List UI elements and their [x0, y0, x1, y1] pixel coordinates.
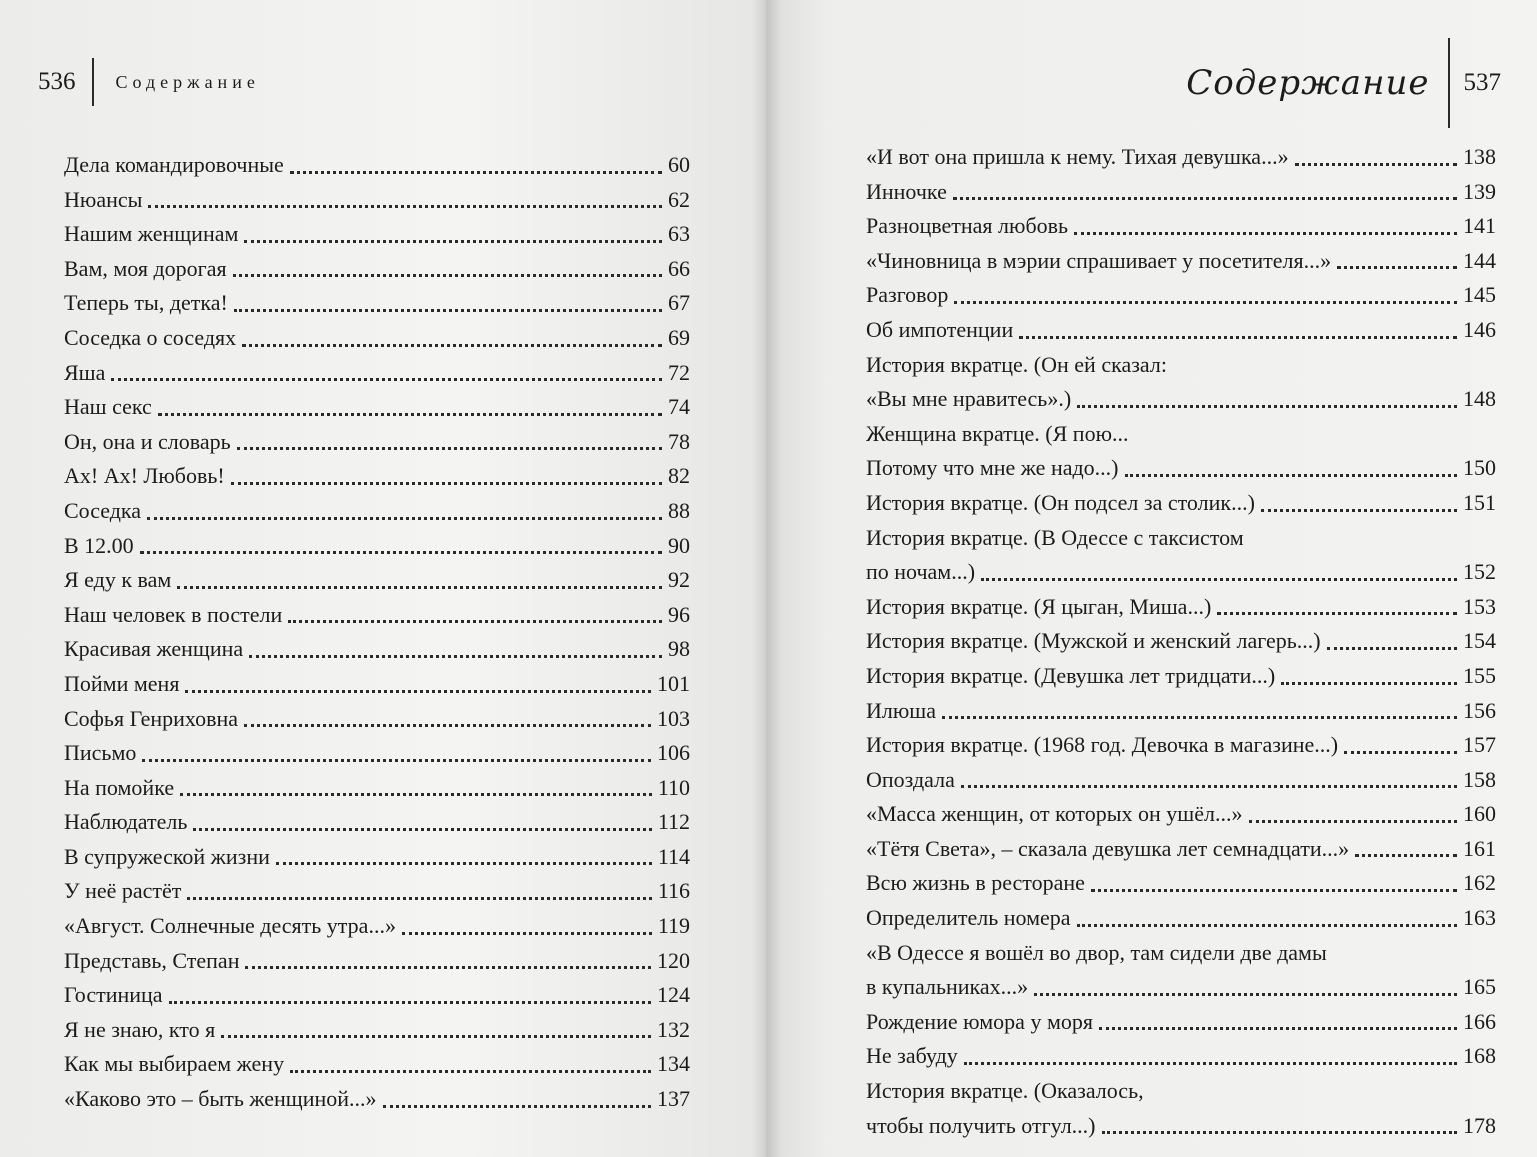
dot-leader — [981, 571, 1457, 581]
toc-entry — [64, 702, 690, 737]
toc-entry-title: «В Одессе я вошёл во двор, там сидели две дамы — [866, 939, 1327, 965]
right-page — [766, 0, 1537, 1157]
toc-entry-title: Наблюдатель — [64, 809, 188, 835]
toc-entry-title: Вам, моя дорогая — [64, 255, 227, 281]
dot-leader — [233, 267, 662, 277]
dot-leader — [942, 709, 1457, 719]
toc-entry-page: 112 — [657, 809, 690, 835]
dot-leader — [1327, 640, 1457, 650]
header-divider — [92, 58, 94, 106]
toc-entry-page: 60 — [668, 152, 690, 177]
toc-entry — [64, 1082, 690, 1117]
toc-entry — [64, 632, 690, 667]
toc-entry-page: 82 — [668, 463, 690, 489]
toc-entry — [64, 840, 690, 875]
toc-entry-title: «Чиновница в мэрии спрашивает у посетителя...» — [866, 247, 1332, 273]
dot-leader — [193, 821, 651, 831]
toc-entry-page: 165 — [1463, 974, 1496, 1000]
toc-entry-title: История вкратце. (Девушка лет тридцати...) — [866, 662, 1276, 688]
dot-leader — [290, 1063, 651, 1073]
toc-entry — [866, 348, 1496, 417]
dot-leader — [177, 579, 662, 589]
toc-entry-page: 88 — [668, 497, 690, 523]
toc-entry — [64, 356, 690, 391]
dot-leader — [1077, 917, 1457, 927]
toc-entry-page: 69 — [668, 324, 690, 350]
dot-leader — [142, 752, 651, 762]
dot-leader — [242, 337, 662, 347]
dot-leader — [237, 440, 662, 450]
toc-entry — [866, 486, 1496, 521]
toc-entry-page: 110 — [657, 774, 690, 800]
toc-entry — [64, 944, 690, 979]
dot-leader — [383, 1098, 651, 1108]
dot-leader — [1099, 1020, 1457, 1030]
left-page-header — [38, 58, 260, 106]
toc-entry — [866, 1005, 1496, 1040]
toc-entry-title: Соседка о соседях — [64, 324, 237, 350]
toc-entry-page: 90 — [668, 532, 690, 558]
dot-leader — [1217, 605, 1457, 615]
toc-entry-page: 141 — [1463, 213, 1496, 239]
toc-entry-title: Разноцветная любовь — [866, 213, 1069, 239]
toc-entry-page: 161 — [1463, 835, 1496, 861]
toc-entry-page: 72 — [668, 359, 690, 385]
toc-entry — [64, 286, 690, 321]
toc-entry-page: 156 — [1463, 697, 1496, 723]
toc-entry-page: 144 — [1463, 247, 1496, 273]
toc-entry — [64, 459, 690, 494]
dot-leader — [288, 613, 662, 623]
toc-entry-page: 119 — [657, 913, 690, 939]
toc-entry — [866, 417, 1496, 486]
toc-entry-page: 63 — [668, 221, 690, 247]
dot-leader — [1281, 675, 1457, 685]
toc-entry-title-continuation: «Вы мне нравитесь».) — [866, 386, 1072, 412]
toc-entry-page: 150 — [1463, 455, 1496, 481]
toc-entry-title: Теперь ты, детка! — [64, 290, 228, 316]
dot-leader — [954, 294, 1457, 304]
toc-entry — [866, 175, 1496, 210]
dot-leader — [1295, 156, 1457, 166]
toc-entry-title-continuation: чтобы получить отгул...) — [866, 1112, 1096, 1138]
toc-entry-title: Представь, Степан — [64, 947, 240, 973]
toc-entry — [64, 390, 690, 425]
dot-leader — [234, 302, 662, 312]
toc-entry-page: 62 — [668, 186, 690, 212]
toc-entry-page: 158 — [1463, 766, 1496, 792]
toc-entry — [64, 321, 690, 356]
toc-entry-title: Гостиница — [64, 982, 163, 1008]
dot-leader — [1125, 467, 1457, 477]
toc-entry-title: В 12.00 — [64, 532, 134, 558]
toc-entry — [866, 521, 1496, 590]
toc-entry-page: 67 — [668, 290, 690, 316]
toc-entry — [866, 244, 1496, 279]
toc-entry-page: 151 — [1463, 489, 1496, 515]
toc-entry-title: История вкратце. (Мужской и женский лагерь...) — [866, 628, 1321, 654]
dot-leader — [276, 855, 652, 865]
toc-entry-title: Нашим женщинам — [64, 221, 239, 247]
dot-leader — [953, 190, 1457, 200]
dot-leader — [249, 648, 662, 658]
toc-entry-page: 168 — [1463, 1043, 1496, 1069]
toc-entry-title: Разговор — [866, 282, 949, 308]
toc-entry-page: 106 — [657, 740, 690, 766]
dot-leader — [1337, 259, 1457, 269]
toc-entry-title: История вкратце. (Он ей сказал: — [866, 351, 1167, 377]
toc-entry — [64, 425, 690, 460]
toc-entry-page: 134 — [657, 1051, 690, 1077]
dot-leader — [1077, 398, 1457, 408]
toc-entry — [866, 659, 1496, 694]
toc-entry — [64, 252, 690, 287]
toc-entry-title: Яша — [64, 359, 106, 385]
dot-leader — [1019, 329, 1457, 339]
toc-entry-title: Письмо — [64, 740, 137, 766]
toc-entry — [866, 590, 1496, 625]
toc-entry-title: Я не знаю, кто я — [64, 1016, 216, 1042]
dot-leader — [964, 1055, 1457, 1065]
toc-entry-page: 120 — [657, 947, 690, 973]
toc-entry-page: 78 — [668, 428, 690, 454]
toc-entry-page: 157 — [1463, 732, 1496, 758]
toc-entry-title: Как мы выбираем жену — [64, 1051, 285, 1077]
dot-leader — [221, 1028, 651, 1038]
toc-entry-title: История вкратце. (1968 год. Девочка в магазине...) — [866, 732, 1339, 758]
toc-entry — [866, 797, 1496, 832]
toc-entry-title: Соседка — [64, 497, 142, 523]
dot-leader — [1261, 502, 1457, 512]
dot-leader — [187, 890, 651, 900]
toc-entry-title: Всю жизнь в ресторане — [866, 870, 1085, 896]
toc-entry-page: 92 — [668, 567, 690, 593]
toc-entry-page: 163 — [1463, 905, 1496, 931]
dot-leader — [244, 717, 651, 727]
toc-entry-title: Он, она и словарь — [64, 428, 231, 454]
toc-entry-page: 154 — [1463, 628, 1496, 654]
toc-entry — [866, 1074, 1496, 1143]
toc-entry-title: «Август. Солнечные десять утра...» — [64, 913, 396, 939]
dot-leader — [1091, 882, 1457, 892]
toc-entry-title: «И вот она пришла к нему. Тихая девушка...» — [866, 144, 1289, 169]
toc-entry-page: 101 — [657, 670, 690, 696]
toc-entry-page: 103 — [657, 705, 690, 731]
left-page — [0, 0, 766, 1157]
toc-entry-page: 139 — [1463, 178, 1496, 204]
toc-entry-title: В супружеской жизни — [64, 843, 270, 869]
toc-entry — [64, 148, 690, 183]
toc-entry-page: 116 — [657, 878, 690, 904]
dot-leader — [961, 778, 1457, 788]
toc-entry — [64, 529, 690, 564]
dot-leader — [111, 371, 662, 381]
toc-entry-page: 152 — [1463, 559, 1496, 585]
toc-entry-title: Определитель номера — [866, 905, 1071, 931]
toc-entry — [64, 217, 690, 252]
toc-entry — [64, 909, 690, 944]
toc-entry-title: История вкратце. (Он подсел за столик...) — [866, 489, 1255, 515]
toc-entry-title: Софья Генриховна — [64, 705, 239, 731]
dot-leader — [180, 786, 652, 796]
toc-entry-page: 96 — [668, 601, 690, 627]
toc-entry-page: 148 — [1463, 386, 1496, 412]
toc-entry-page: 98 — [668, 636, 690, 662]
toc-entry-page: 178 — [1463, 1112, 1496, 1138]
toc-entry-title: Опоздала — [866, 766, 955, 792]
toc-entry-page: 137 — [657, 1086, 690, 1112]
toc-entry-page: 155 — [1463, 662, 1496, 688]
toc-entry-title: У неё растёт — [64, 878, 182, 904]
toc-entry-title: Илюша — [866, 697, 937, 723]
toc-entry — [64, 1047, 690, 1082]
toc-entry-title: Об импотенции — [866, 316, 1014, 342]
toc-entry — [64, 736, 690, 771]
toc-entry-title: «Масса женщин, от которых он ушёл...» — [866, 801, 1243, 827]
toc-entry-title: История вкратце. (Я цыган, Миша...) — [866, 593, 1212, 619]
toc-entry — [866, 624, 1496, 659]
toc-entry — [866, 901, 1496, 936]
toc-entry-title-continuation: в купальниках...» — [866, 974, 1029, 1000]
toc-entry-title: Не забуду — [866, 1043, 958, 1069]
toc-entry — [866, 763, 1496, 798]
dot-leader — [147, 510, 662, 520]
toc-entry — [64, 874, 690, 909]
dot-leader — [158, 406, 662, 416]
toc-entry-title: Дела командировочные — [64, 152, 284, 177]
dot-leader — [169, 994, 651, 1004]
header-divider — [1448, 38, 1450, 128]
dot-leader — [245, 959, 651, 969]
toc-entry-title-continuation: Потому что мне же надо...) — [866, 455, 1119, 481]
toc-entry — [64, 494, 690, 529]
toc-entry — [64, 978, 690, 1013]
toc-entry — [866, 1039, 1496, 1074]
toc-entry-title: Наш секс — [64, 394, 152, 420]
dot-leader — [185, 683, 651, 693]
table-of-contents-right — [866, 140, 1496, 1143]
right-page-header — [1186, 38, 1501, 128]
toc-entry — [866, 936, 1496, 1005]
dot-leader — [1034, 986, 1457, 996]
toc-entry-title: «Тётя Света», – сказала девушка лет семнадцати...» — [866, 835, 1350, 861]
toc-entry — [866, 728, 1496, 763]
right-running-title: Содержание — [1186, 63, 1430, 103]
toc-entry-title: Инночке — [866, 178, 947, 204]
toc-entry-title: История вкратце. (В Одессе с таксистом — [866, 524, 1244, 550]
toc-entry-title: История вкратце. (Оказалось, — [866, 1078, 1144, 1104]
toc-entry-title: Красивая женщина — [64, 636, 244, 662]
toc-entry-title: «Каково это – быть женщиной...» — [64, 1086, 377, 1112]
right-page-number: 537 — [1463, 69, 1501, 96]
toc-entry — [64, 183, 690, 218]
toc-entry — [866, 694, 1496, 729]
dot-leader — [290, 164, 662, 174]
toc-entry — [866, 866, 1496, 901]
toc-entry-page: 66 — [668, 255, 690, 281]
toc-entry-page: 74 — [668, 394, 690, 420]
toc-entry — [64, 598, 690, 633]
toc-entry-page: 138 — [1463, 144, 1496, 169]
toc-entry-page: 124 — [657, 982, 690, 1008]
toc-entry-title: Я еду к вам — [64, 567, 172, 593]
toc-entry — [866, 832, 1496, 867]
toc-entry-page: 153 — [1463, 593, 1496, 619]
left-running-title: Содержание — [115, 71, 260, 92]
dot-leader — [140, 544, 662, 554]
toc-entry-page: 146 — [1463, 316, 1496, 342]
dot-leader — [244, 233, 662, 243]
toc-entry-title: Наш человек в постели — [64, 601, 283, 627]
dot-leader — [231, 475, 662, 485]
toc-entry — [64, 667, 690, 702]
toc-entry-title: Пойми меня — [64, 670, 180, 696]
table-of-contents-left — [64, 148, 690, 1117]
book-gutter — [752, 0, 782, 1157]
dot-leader — [402, 925, 652, 935]
toc-entry — [866, 209, 1496, 244]
toc-entry-title: На помойке — [64, 774, 175, 800]
toc-entry — [866, 140, 1496, 175]
dot-leader — [1074, 225, 1457, 235]
dot-leader — [1102, 1124, 1458, 1134]
toc-entry-page: 162 — [1463, 870, 1496, 896]
left-page-number: 536 — [38, 68, 76, 95]
dot-leader — [1249, 813, 1458, 823]
toc-entry-title: Нюансы — [64, 186, 143, 212]
toc-entry-title-continuation: по ночам...) — [866, 559, 976, 585]
dot-leader — [1355, 847, 1457, 857]
toc-entry-title: Ах! Ах! Любовь! — [64, 463, 225, 489]
toc-entry-title: Женщина вкратце. (Я пою... — [866, 420, 1129, 446]
toc-entry — [64, 771, 690, 806]
dot-leader — [1344, 744, 1457, 754]
dot-leader — [148, 198, 662, 208]
toc-entry — [866, 278, 1496, 313]
toc-entry-page: 160 — [1463, 801, 1496, 827]
toc-entry — [64, 1013, 690, 1048]
toc-entry — [64, 563, 690, 598]
toc-entry-page: 114 — [657, 843, 690, 869]
toc-entry-title: Рождение юмора у моря — [866, 1008, 1093, 1034]
toc-entry-page: 145 — [1463, 282, 1496, 308]
toc-entry — [866, 313, 1496, 348]
toc-entry-page: 166 — [1463, 1008, 1496, 1034]
toc-entry-page: 132 — [657, 1016, 690, 1042]
toc-entry — [64, 805, 690, 840]
